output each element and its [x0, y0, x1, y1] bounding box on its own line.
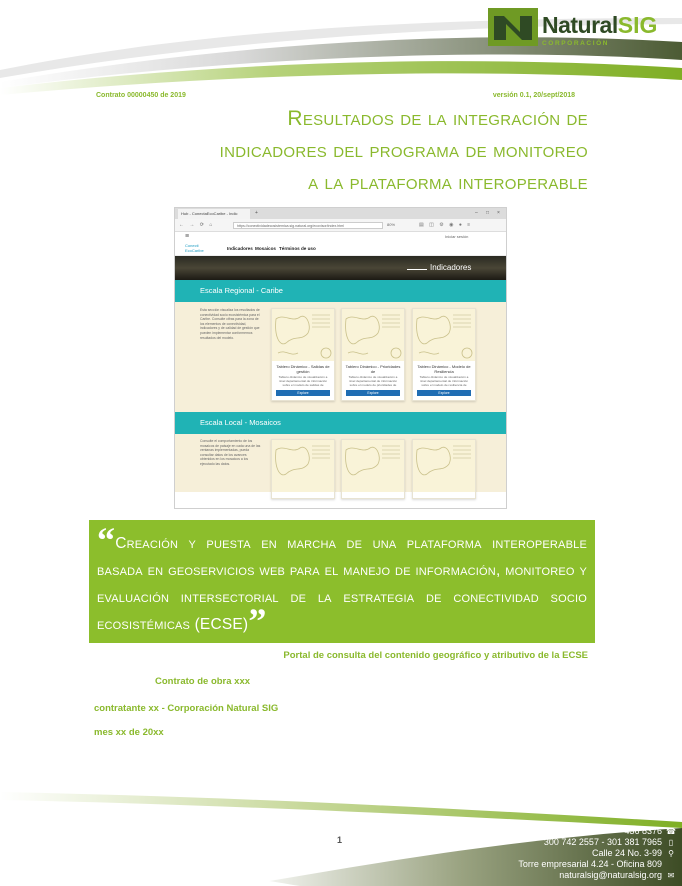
banner-divider [407, 269, 427, 270]
title-line-2: indicadores del programa de monitoreo [219, 139, 588, 162]
title-line-1: Resultados de la integración de [287, 107, 588, 130]
explore-button[interactable]: Explore [346, 390, 400, 396]
mobile-text: 300 742 2557 - 301 381 7965 [543, 837, 662, 847]
browser-nav-icons: ← → ⟳ ⌂ [179, 222, 215, 228]
contact-phone [518, 826, 676, 837]
section-regional-description: Esta sección visualiza los resultados de conectividad socio ecosistémica para el Caribe. Consulte cifras para la zona de los elementos de conectividad, indicadores y de calidad de gestión que pueden implementar conformemos resultados del modelo. [200, 308, 260, 340]
explore-button[interactable]: Explore [276, 390, 330, 396]
dashboard-card [271, 308, 335, 401]
address-text: Calle 24 No. 3-99 [591, 848, 662, 858]
explore-button[interactable]: Explore [417, 390, 471, 396]
contact-address [518, 848, 676, 859]
card-title: Tablero Dinámico - Salidas de gestión [276, 364, 330, 374]
site-brand: Conecti EcoCaribe [185, 243, 204, 253]
logo-sig-text: SIG [617, 12, 658, 38]
dashboard-card [412, 308, 476, 401]
logo-mark-icon [488, 8, 538, 46]
url-field: https://conectividadecosistemica.sig.natural.org/ecovisor/index.html [233, 222, 383, 229]
close-icon: × [497, 210, 500, 216]
date-line: mes xx de 20xx [94, 727, 164, 738]
banner-title: Indicadores [430, 263, 472, 272]
login-link: Iniciar sesión [445, 234, 469, 239]
card-text: Tablero dinámico de visualización a nivel departamental de información sobre el modelo de prioridades de [348, 375, 398, 387]
browser-tabbar [175, 208, 506, 219]
hamburger-icon: ≡ [185, 233, 190, 240]
page-number: 1 [337, 835, 343, 845]
card-text: Tablero dinámico de visualización a nivel departamental de información sobre el modelo de resiliencia de [419, 375, 469, 387]
browser-tab: Hub - ConectaEcoCaribe - Indic [178, 209, 250, 219]
browser-urlbar [175, 219, 506, 232]
title-line-3: a la plataforma interoperable [308, 171, 588, 194]
section-regional [175, 280, 506, 412]
maximize-icon: □ [486, 210, 490, 216]
project-quote-box [89, 520, 595, 643]
card-map-thumbnail [413, 309, 475, 361]
figure-caption: Portal de consulta del contenido geográfico y atributivo de la ECSE [283, 650, 588, 661]
email-text[interactable]: naturalsig@naturalsig.org [559, 870, 662, 880]
card-map-thumbnail [342, 309, 404, 361]
nav-item-indicadores: Indicadores [227, 246, 253, 251]
new-tab-icon: + [255, 210, 258, 216]
logo-wordmark [542, 12, 657, 39]
nav-item-mosaicos: Mosaicos [255, 246, 276, 251]
document-title [90, 103, 588, 199]
card-text: Tablero dinámico de visualización a nivel departamental de información sobre el modelo de salidas de [278, 375, 328, 387]
logo-corporation-text: CORPORACIÓN [542, 40, 610, 47]
phone-text: 436 8376 [624, 826, 662, 836]
logo-natural-text: Natural [542, 12, 618, 38]
minimize-icon: – [475, 210, 478, 216]
indicators-banner [175, 256, 506, 280]
mosaic-card [271, 439, 335, 499]
contract-line: Contrato de obra xxx [155, 676, 251, 687]
section-local-heading: Escala Local - Mosaicos [175, 412, 506, 434]
section-local-description: Consulte el comportamiento de los mosaicos de paisaje en cada una de las ventanas implementadas, pueda consultar datos de los avances obtenidos en los mosaicos a los ejecutado las datos. [200, 439, 261, 466]
contact-email [518, 870, 676, 881]
phone-icon: ☎ [666, 827, 676, 836]
site-topbar [175, 232, 506, 242]
platform-screenshot [174, 207, 507, 509]
open-quote-mark: “ [97, 520, 116, 560]
version-reference: versión 0.1, 20/sept/2018 [492, 92, 575, 99]
dashboard-card [341, 308, 405, 401]
card-map-thumbnail [272, 440, 334, 492]
site-nav [175, 242, 506, 256]
project-quote-text: Creación y puesta en marcha de una plataforma interoperable basada en geoservicios web para el manejo de información, monitoreo y evaluación intersectorial de la estrategia de conectividad socio ecosistémicas (ECSE) [97, 535, 587, 633]
contact-mobile [518, 837, 676, 848]
card-map-thumbnail [272, 309, 334, 361]
nav-item-terminos: Términos de uso [279, 246, 316, 251]
mosaic-card [341, 439, 405, 499]
contact-block [518, 826, 676, 881]
card-map-thumbnail [342, 440, 404, 492]
location-icon: ⚲ [668, 849, 674, 858]
zoom-level: 80% [387, 222, 396, 227]
card-title: Tablero Dinámico - Modelo de Resiliencia [417, 364, 471, 374]
project-quote [97, 520, 587, 641]
contact-office [518, 859, 676, 870]
contract-reference: Contrato 00000450 de 2019 [96, 92, 186, 99]
office-text: Torre empresarial 4.24 - Oficina 809 [518, 859, 662, 869]
card-title: Tablero Dinámico - Prioridades de [345, 364, 401, 374]
contractor-line: contratante xx - Corporación Natural SIG [94, 703, 279, 714]
browser-toolbar-icons: ▤ ◫ ⚙ ◉ ● ≡ [419, 222, 473, 228]
mosaic-card [412, 439, 476, 499]
section-regional-heading: Escala Regional - Caribe [175, 280, 506, 302]
card-map-thumbnail [413, 440, 475, 492]
close-quote-mark: ” [248, 601, 267, 641]
mobile-icon: ▯ [668, 838, 674, 847]
section-local [175, 412, 506, 492]
mail-icon: ✉ [667, 871, 675, 880]
logo [488, 6, 668, 48]
